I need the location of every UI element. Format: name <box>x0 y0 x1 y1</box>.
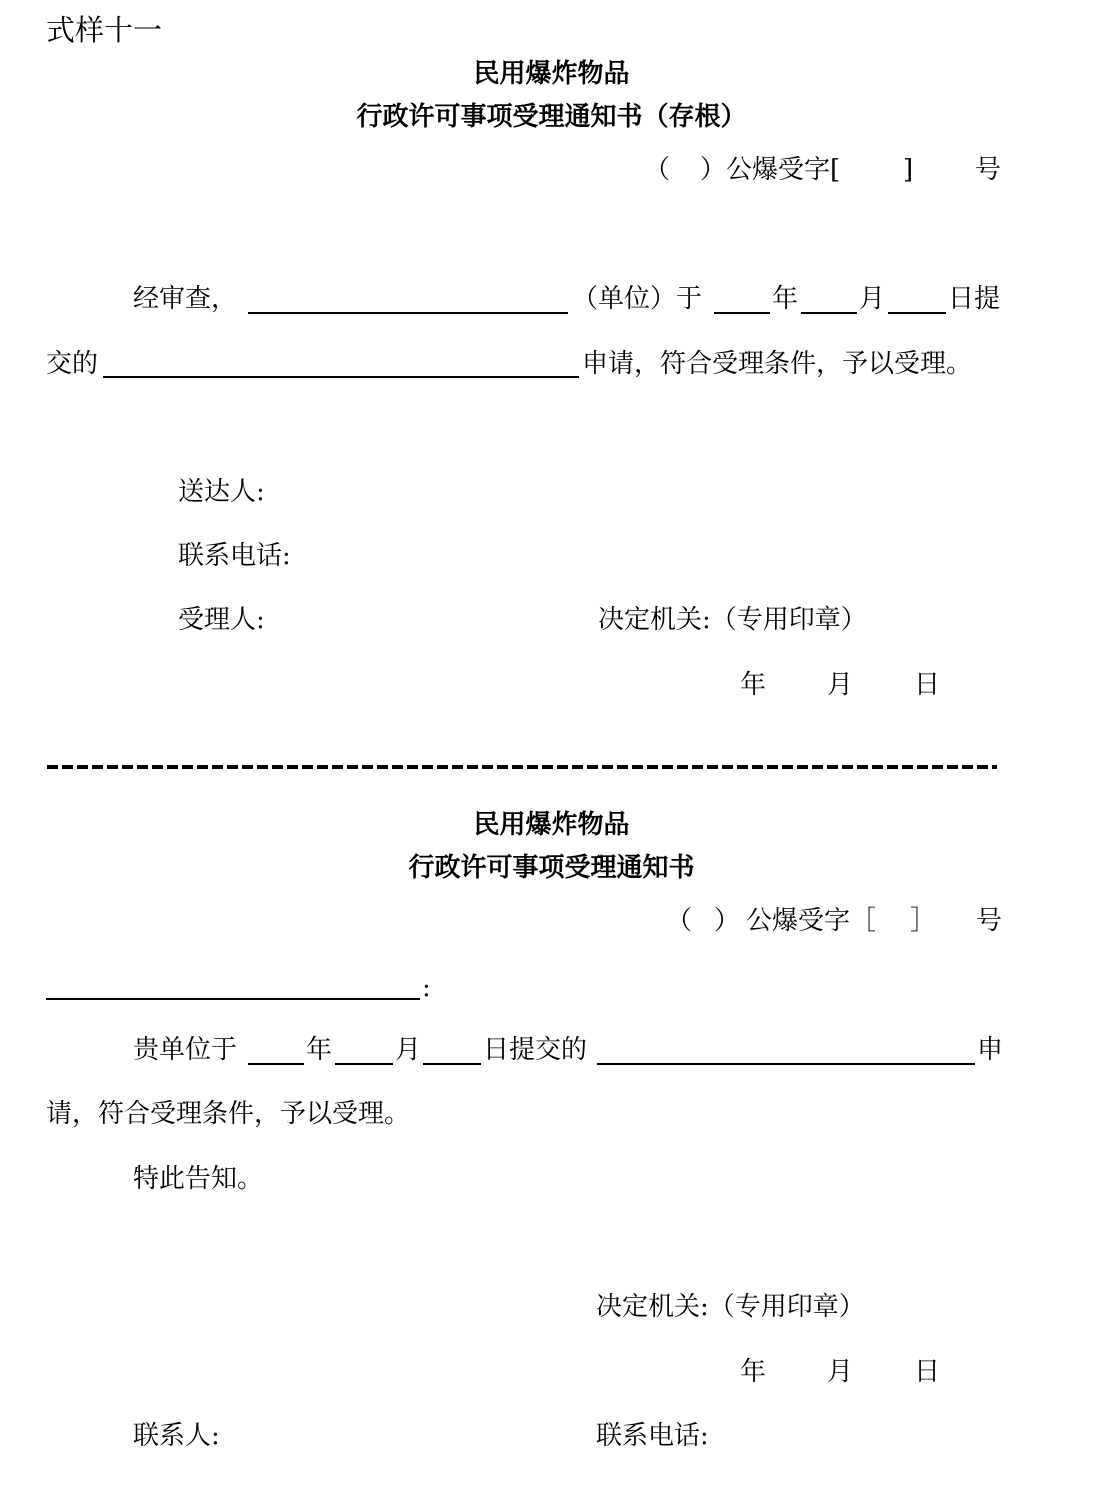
notice-day-blank[interactable] <box>423 1063 481 1065</box>
stub-handler-label: 受理人: <box>178 605 265 635</box>
notice-body-start: 贵单位于 <box>133 1035 238 1065</box>
notice-body-line2: 请，符合受理条件，予以受理。 <box>46 1099 411 1129</box>
notice-ref-suffix: 号 <box>976 906 1003 936</box>
notice-application-blank[interactable] <box>597 1063 975 1065</box>
notice-body-day: 日提交的 <box>483 1035 588 1065</box>
stub-ref-open-paren: （ <box>644 155 671 185</box>
notice-ref-open-paren: （ <box>666 906 693 936</box>
stub-delivery-person-label: 送达人: <box>178 477 265 507</box>
cut-line <box>47 765 997 769</box>
notice-contact-phone-label: 联系电话: <box>596 1421 709 1451</box>
stub-ref-suffix: 号 <box>975 155 1002 185</box>
notice-title-line2: 行政许可事项受理通知书 <box>408 853 695 883</box>
notice-date-day: 日 <box>914 1357 941 1387</box>
stub-body-month: 月 <box>859 284 886 314</box>
stub-date-day: 日 <box>914 670 941 700</box>
stub-body-day: 日提 <box>948 284 1001 314</box>
notice-ref-close-paren: ） <box>714 906 741 936</box>
stub-year-blank[interactable] <box>714 312 770 314</box>
stub-day-blank[interactable] <box>888 312 946 314</box>
notice-addressee-colon: : <box>422 973 431 1003</box>
notice-month-blank[interactable] <box>335 1063 393 1065</box>
notice-body-line3: 特此告知。 <box>133 1164 264 1194</box>
stub-contact-phone-label: 联系电话: <box>178 541 291 571</box>
stub-title-line1: 民用爆炸物品 <box>473 59 630 89</box>
stub-body-line2-end: 申请，符合受理条件，予以受理。 <box>582 349 973 379</box>
notice-decision-authority: 决定机关:（专用印章） <box>596 1292 865 1322</box>
stub-body-unit: （单位）于 <box>572 284 703 314</box>
stub-title-line2: 行政许可事项受理通知书（存根） <box>356 102 747 132</box>
form-label: 式样十一 <box>46 13 163 47</box>
stub-application-blank[interactable] <box>103 376 579 378</box>
notice-body-month: 月 <box>395 1035 422 1065</box>
stub-unit-blank[interactable] <box>248 312 568 314</box>
stub-decision-authority: 决定机关:（专用印章） <box>598 605 867 635</box>
stub-month-blank[interactable] <box>801 312 857 314</box>
notice-addressee-blank[interactable] <box>46 998 420 1000</box>
notice-body-line1-end: 申 <box>977 1035 1004 1065</box>
stub-body-start: 经审查， <box>133 284 238 314</box>
notice-title-line1: 民用爆炸物品 <box>473 810 630 840</box>
notice-ref-prefix: 公爆受字［ <box>746 906 877 936</box>
notice-contact-person-label: 联系人: <box>133 1421 220 1451</box>
stub-ref-close-bracket: ] <box>903 155 914 185</box>
stub-date-month: 月 <box>827 670 854 700</box>
stub-body-line2-start: 交的 <box>46 349 99 379</box>
stub-ref-close-paren: ） <box>700 155 727 185</box>
notice-date-year: 年 <box>740 1357 767 1387</box>
stub-date-year: 年 <box>740 670 767 700</box>
notice-body-year: 年 <box>306 1035 333 1065</box>
notice-ref-close-bracket: ］ <box>910 906 937 936</box>
notice-year-blank[interactable] <box>248 1063 304 1065</box>
stub-body-year: 年 <box>772 284 799 314</box>
stub-ref-prefix: 公爆受字[ <box>726 155 841 185</box>
notice-date-month: 月 <box>827 1357 854 1387</box>
